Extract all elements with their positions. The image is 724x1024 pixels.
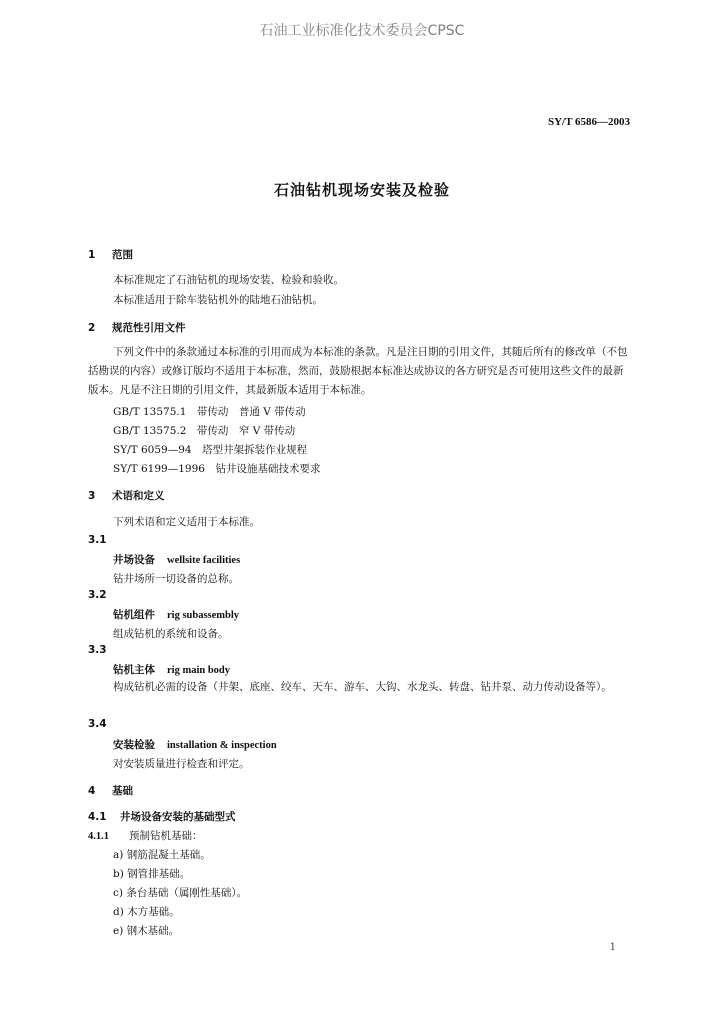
scope-line-2: 本标准适用于除车装钻机外的陆地石油钻机。 (113, 294, 323, 306)
header-watermark: 石油工业标准化技术委员会CPSC (259, 23, 465, 39)
list-item: a) 钢筋混凝土基础。 (113, 849, 211, 861)
section-3-heading (88, 488, 165, 503)
scope-line-1: 本标准规定了石油钻机的现场安装、检验和验收。 (113, 274, 344, 286)
list-item: c) 条台基础（属刚性基础）。 (113, 887, 248, 899)
reference-item: GB/T 13575.2 带传动 窄 V 带传动 (113, 425, 296, 437)
reference-item: SY/T 6199—1996 钻井设施基础技术要求 (113, 463, 321, 475)
term-zh: 钻机组件 (113, 609, 155, 621)
term-heading (113, 607, 239, 622)
term-definition: 构成钻机必需的设备（井架、底座、绞车、天车、游车、大钩、水龙头、转盘、钻井泵、动力传动设备等）。 (113, 681, 612, 693)
page-number: 1 (609, 942, 616, 953)
term-definition: 钻井场所一切设备的总称。 (113, 573, 239, 585)
list-item: d) 木方基础。 (113, 906, 180, 918)
section-number: 2 (88, 322, 96, 334)
section-2-heading (88, 320, 186, 335)
subsection-4-1-1 (88, 828, 203, 843)
normative-references-paragraph: 下列文件中的条款通过本标准的引用而成为本标准的条款。凡是注日期的引用文件，其随后所有的修改单（不包括勘误的内容）或修订版均不适用于本标准，然而，鼓励根据本标准达成协议的各方研究是否可使用这些文件的最新版本。凡是不注日期的引用文件，其最新版本适用于本标准。 (88, 346, 628, 396)
term-heading (113, 552, 240, 567)
section-number: 4 (88, 785, 96, 797)
term-en: rig main body (167, 665, 231, 676)
section-1-heading (88, 247, 133, 262)
term-zh: 安装检验 (113, 739, 155, 751)
subsection-4-1-heading (88, 809, 236, 824)
subsection-title: 预制钻机基础： (129, 830, 203, 842)
subsection-number: 4.1 (88, 811, 107, 823)
term-zh: 钻机主体 (113, 664, 155, 676)
section-number: 1 (88, 249, 96, 261)
section-4-heading (88, 783, 133, 798)
term-heading (113, 662, 230, 677)
standard-number: SY/T 6586—2003 (547, 116, 630, 128)
document-title: 石油钻机现场安装及检验 (273, 181, 450, 199)
list-item: b) 钢管排基础。 (113, 868, 191, 880)
section-title: 范围 (112, 249, 133, 261)
term-definition: 对安装质量进行检查和评定。 (113, 758, 250, 770)
term-en: wellsite facilities (167, 555, 241, 566)
terms-intro: 下列术语和定义适用于本标准。 (113, 516, 260, 528)
section-title: 规范性引用文件 (112, 322, 186, 334)
term-number: 3.2 (88, 589, 107, 601)
reference-item: GB/T 13575.1 带传动 普通 V 带传动 (113, 406, 306, 418)
term-number: 3.1 (88, 534, 107, 546)
list-item: e) 钢木基础。 (113, 925, 180, 937)
subsection-number: 4.1.1 (88, 831, 109, 842)
term-definition: 组成钻机的系统和设备。 (113, 628, 229, 640)
term-en: installation & inspection (167, 740, 277, 751)
section-title: 术语和定义 (112, 490, 165, 502)
term-heading (113, 737, 277, 752)
subsection-title: 井场设备安装的基础型式 (120, 811, 236, 823)
section-number: 3 (88, 490, 96, 502)
term-number: 3.4 (88, 718, 107, 730)
term-en: rig subassembly (167, 610, 240, 621)
term-zh: 井场设备 (113, 554, 155, 566)
section-title: 基础 (112, 785, 133, 797)
reference-item: SY/T 6059—94 塔型井架拆装作业规程 (113, 444, 308, 456)
term-number: 3.3 (88, 644, 107, 656)
